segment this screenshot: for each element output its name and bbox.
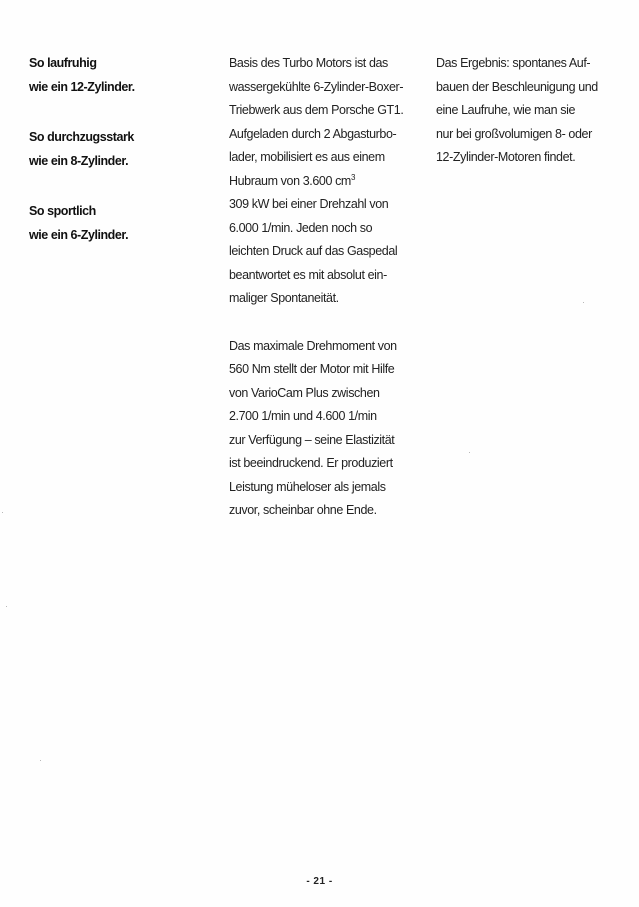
scan-speck: [469, 452, 470, 453]
text-line: ist beeindruckend. Er produziert: [229, 456, 393, 470]
heading-group: [29, 52, 204, 99]
text-line: leichten Druck auf das Gaspedal: [229, 244, 398, 258]
page-number: - 21 -: [306, 876, 333, 887]
text-line: Basis des Turbo Motors ist das: [229, 56, 388, 70]
heading-group: [29, 126, 204, 173]
scan-speck: [40, 760, 41, 761]
scan-speck: [583, 302, 584, 303]
superscript: 3: [350, 172, 355, 182]
headings-column: [29, 52, 204, 274]
text-line: wassergekühlte 6-Zylinder-Boxer-: [229, 79, 404, 94]
text-line: eine Laufruhe, wie man sie: [436, 103, 575, 117]
paragraph-torque: [229, 335, 419, 523]
body-text-column: [229, 52, 419, 523]
text-line-with-superscript: [229, 170, 419, 194]
text-line: lader, mobilisiert es aus einem: [229, 150, 385, 164]
text-line: Leistung müheloser als jemals: [229, 479, 386, 494]
heading-line: wie ein 12-Zylinder.: [29, 79, 135, 94]
text-line: maliger Spontaneität.: [229, 291, 339, 305]
heading-group: [29, 200, 204, 247]
heading-line: So laufruhig: [29, 56, 97, 70]
scan-speck: [2, 512, 3, 513]
heading-line: wie ein 8-Zylinder.: [29, 153, 129, 168]
text-line: Das Ergebnis: spontanes Auf-: [436, 56, 591, 70]
text-line: zuvor, scheinbar ohne Ende.: [229, 503, 377, 517]
text-line: 12-Zylinder-Motoren findet.: [436, 150, 576, 164]
scan-speck: [6, 606, 7, 607]
paragraph-engine-basis: [229, 52, 419, 311]
text-line: von VarioCam Plus zwischen: [229, 385, 380, 400]
text-line: Das maximale Drehmoment von: [229, 338, 397, 353]
text-line: nur bei großvolumigen 8- oder: [436, 126, 592, 141]
text-line: Hubraum von 3.600 cm: [229, 173, 351, 188]
text-line: Triebwerk aus dem Porsche GT1.: [229, 103, 404, 117]
heading-line: wie ein 6-Zylinder.: [29, 227, 129, 242]
result-text-column: [436, 52, 616, 170]
text-line: Aufgeladen durch 2 Abgasturbo-: [229, 126, 397, 141]
heading-line: So sportlich: [29, 204, 96, 218]
text-line: 560 Nm stellt der Motor mit Hilfe: [229, 362, 395, 376]
text-line: zur Verfügung – seine Elastizität: [229, 432, 395, 447]
text-line: beantwortet es mit absolut ein-: [229, 267, 387, 282]
heading-line: So durchzugsstark: [29, 130, 134, 144]
text-line: 6.000 1/min. Jeden noch so: [229, 220, 373, 235]
text-line: 2.700 1/min und 4.600 1/min: [229, 409, 377, 423]
text-line: bauen der Beschleunigung und: [436, 79, 598, 94]
text-line: 309 kW bei einer Drehzahl von: [229, 197, 389, 211]
paragraph-spacer: [229, 311, 419, 335]
